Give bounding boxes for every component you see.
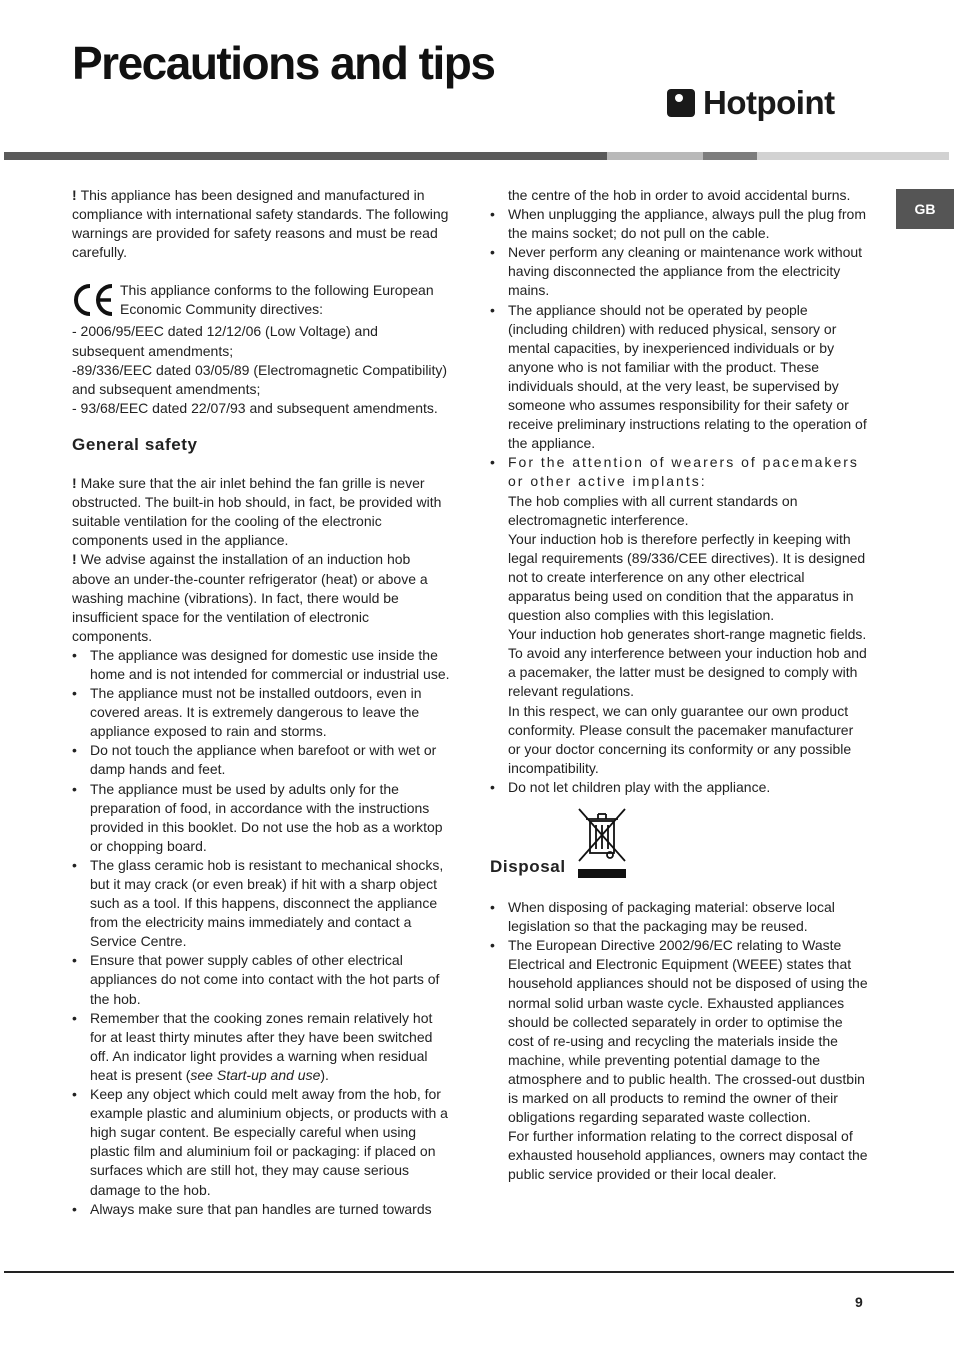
header-bar-mid bbox=[703, 152, 757, 160]
ce-directive: -89/336/EEC dated 03/05/89 (Electromagnetic Compatibility) and subsequent amendments; bbox=[72, 361, 448, 397]
list-item: • For the attention of wearers of pacemakers or other active implants: bbox=[490, 453, 868, 491]
hotpoint-logo-icon bbox=[667, 89, 695, 117]
right-column bbox=[490, 186, 868, 1185]
cross-reference: see Start-up and use bbox=[190, 1066, 321, 1083]
ce-directive: - 93/68/EEC dated 22/07/93 and subsequent amendments. bbox=[72, 399, 438, 416]
left-column bbox=[72, 186, 450, 1219]
pacemaker-paragraph: To avoid any interference between your induction hob and a pacemaker, the latter must be designed to comply with relevant regulations. bbox=[508, 645, 867, 700]
logo-text: Hotpoint bbox=[703, 84, 835, 121]
list-item: • When unplugging the appliance, always pull the plug from the mains socket; do not pull on the cable. bbox=[490, 205, 868, 243]
list-item: • The glass ceramic hob is resistant to mechanical shocks, but it may crack (or even break) if hit with a sharp object such as a tool. If this happens, disconnect the appliance from the electricity mains immediately and contact a Service Centre. bbox=[72, 856, 450, 951]
ce-text: This appliance conforms to the following European Economic Community directives: bbox=[120, 282, 434, 318]
header-bar-pale bbox=[757, 152, 949, 160]
warning-paragraph: ! Make sure that the air inlet behind the fan grille is never obstructed. The built-in hob should, in fact, be provided with suitable ventilation for the cooling of the electronic components used in the appliance. bbox=[72, 475, 442, 549]
footer-divider bbox=[4, 1271, 954, 1273]
warning-paragraph: ! We advise against the installation of an induction hob above an under-the-counter refrigerator (heat) or above a washing machine (vibrations). In fact, there would be insufficient space for the ventilation of electronic components. bbox=[72, 551, 428, 644]
general-safety-heading: General safety bbox=[72, 434, 198, 454]
header-bar-dark bbox=[4, 152, 607, 160]
list-item: • Do not touch the appliance when barefoot or with wet or damp hands and feet. bbox=[72, 741, 450, 779]
pacemaker-paragraph: Your induction hob generates short-range magnetic fields. bbox=[508, 626, 867, 643]
list-item: • The appliance must be used by adults only for the preparation of food, in accordance with the instructions provided in this booklet. Do not use the hob as a worktop or chopping board. bbox=[72, 780, 450, 856]
crossed-out-bin-icon bbox=[576, 807, 628, 884]
page-number: 9 bbox=[855, 1294, 863, 1310]
list-item: • Never perform any cleaning or maintenance work without having disconnected the appliance from the electricity mains. bbox=[490, 243, 868, 300]
list-item: • The appliance was designed for domestic use inside the home and is not intended for commercial or industrial use. bbox=[72, 646, 450, 684]
list-item: • The appliance should not be operated by people (including children) with reduced physical, sensory or mental capacities, by inexperienced individuals or by anyone who is not familiar with the product. These individuals should, at the very least, be supervised by someone who assumes responsibility for their safety or receive preliminary instructions relating to the operation of the appliance. bbox=[490, 301, 868, 454]
list-item: • The appliance must not be installed outdoors, even in covered areas. It is extremely dangerous to leave the appliance exposed to rain and storms. bbox=[72, 684, 450, 741]
pacemaker-paragraph: Your induction hob is therefore perfectly in keeping with legal requirements (89/336/CEE directives). It is designed not to create interference on any other electrical apparatus being used on condition that the apparatus in question also complies with this legislation. bbox=[508, 530, 866, 624]
hotpoint-logo bbox=[667, 86, 835, 120]
intro-paragraph: ! This appliance has been designed and manufactured in compliance with international safety standards. The following warnings are provided for safety reasons and must be read carefully. bbox=[72, 187, 449, 261]
pacemaker-paragraph: The hob complies with all current standards on electromagnetic interference. bbox=[508, 492, 798, 528]
disposal-heading: Disposal bbox=[490, 857, 566, 876]
list-item: • The European Directive 2002/96/EC relating to Waste Electrical and Electronic Equipment (WEEE) states that household appliances should not be disposed of using the normal solid urban waste cycle. Exhausted appliances should be collected separately in order to optimise the cost of re-using and recycling the materials inside the machine, while preventing potential damage to the atmosphere and to public health. The crossed-out dustbin is marked on all products to remind the owner of their obligations regarding separated waste collection. bbox=[490, 936, 868, 1127]
list-item: • When disposing of packaging material: observe local legislation so that the packaging may be reused. bbox=[490, 898, 868, 936]
list-item: • Remember that the cooking zones remain relatively hot for at least thirty minutes after they have been switched off. An indicator light provides a warning when residual heat is present (see Start-up and use). bbox=[72, 1009, 450, 1085]
header-bar-light bbox=[607, 152, 703, 160]
ce-block bbox=[72, 281, 450, 322]
disposal-header bbox=[490, 807, 868, 884]
page-title: Precautions and tips bbox=[72, 37, 495, 89]
list-item: • Do not let children play with the appliance. bbox=[490, 778, 868, 797]
warning-mark: ! bbox=[72, 187, 81, 203]
disposal-further-info: For further information relating to the correct disposal of exhausted household appliances, owners may contact the public service provided or their local dealer. bbox=[508, 1128, 868, 1183]
pacemaker-paragraph: In this respect, we can only guarantee our own product conformity. Please consult the pacemaker manufacturer or your doctor concerning its conformity or any possible incompatibility. bbox=[508, 702, 854, 776]
language-tab: GB bbox=[896, 189, 954, 229]
list-item: • Ensure that power supply cables of other electrical appliances do not come into contact with the hot parts of the hob. bbox=[72, 951, 450, 1008]
ce-mark-icon bbox=[72, 281, 120, 322]
ce-directive: - 2006/95/EEC dated 12/12/06 (Low Voltage) and subsequent amendments; bbox=[72, 323, 378, 359]
list-item-continued: the centre of the hob in order to avoid accidental burns. bbox=[508, 187, 851, 203]
list-item: • Keep any object which could melt away from the hob, for example plastic and aluminium objects, or products with a high sugar content. Be especially careful when using plastic film and aluminium foil or packaging: if placed on surfaces which are still hot, they may cause serious damage to the hob. bbox=[72, 1085, 450, 1200]
list-item: • Always make sure that pan handles are turned towards bbox=[72, 1200, 450, 1219]
